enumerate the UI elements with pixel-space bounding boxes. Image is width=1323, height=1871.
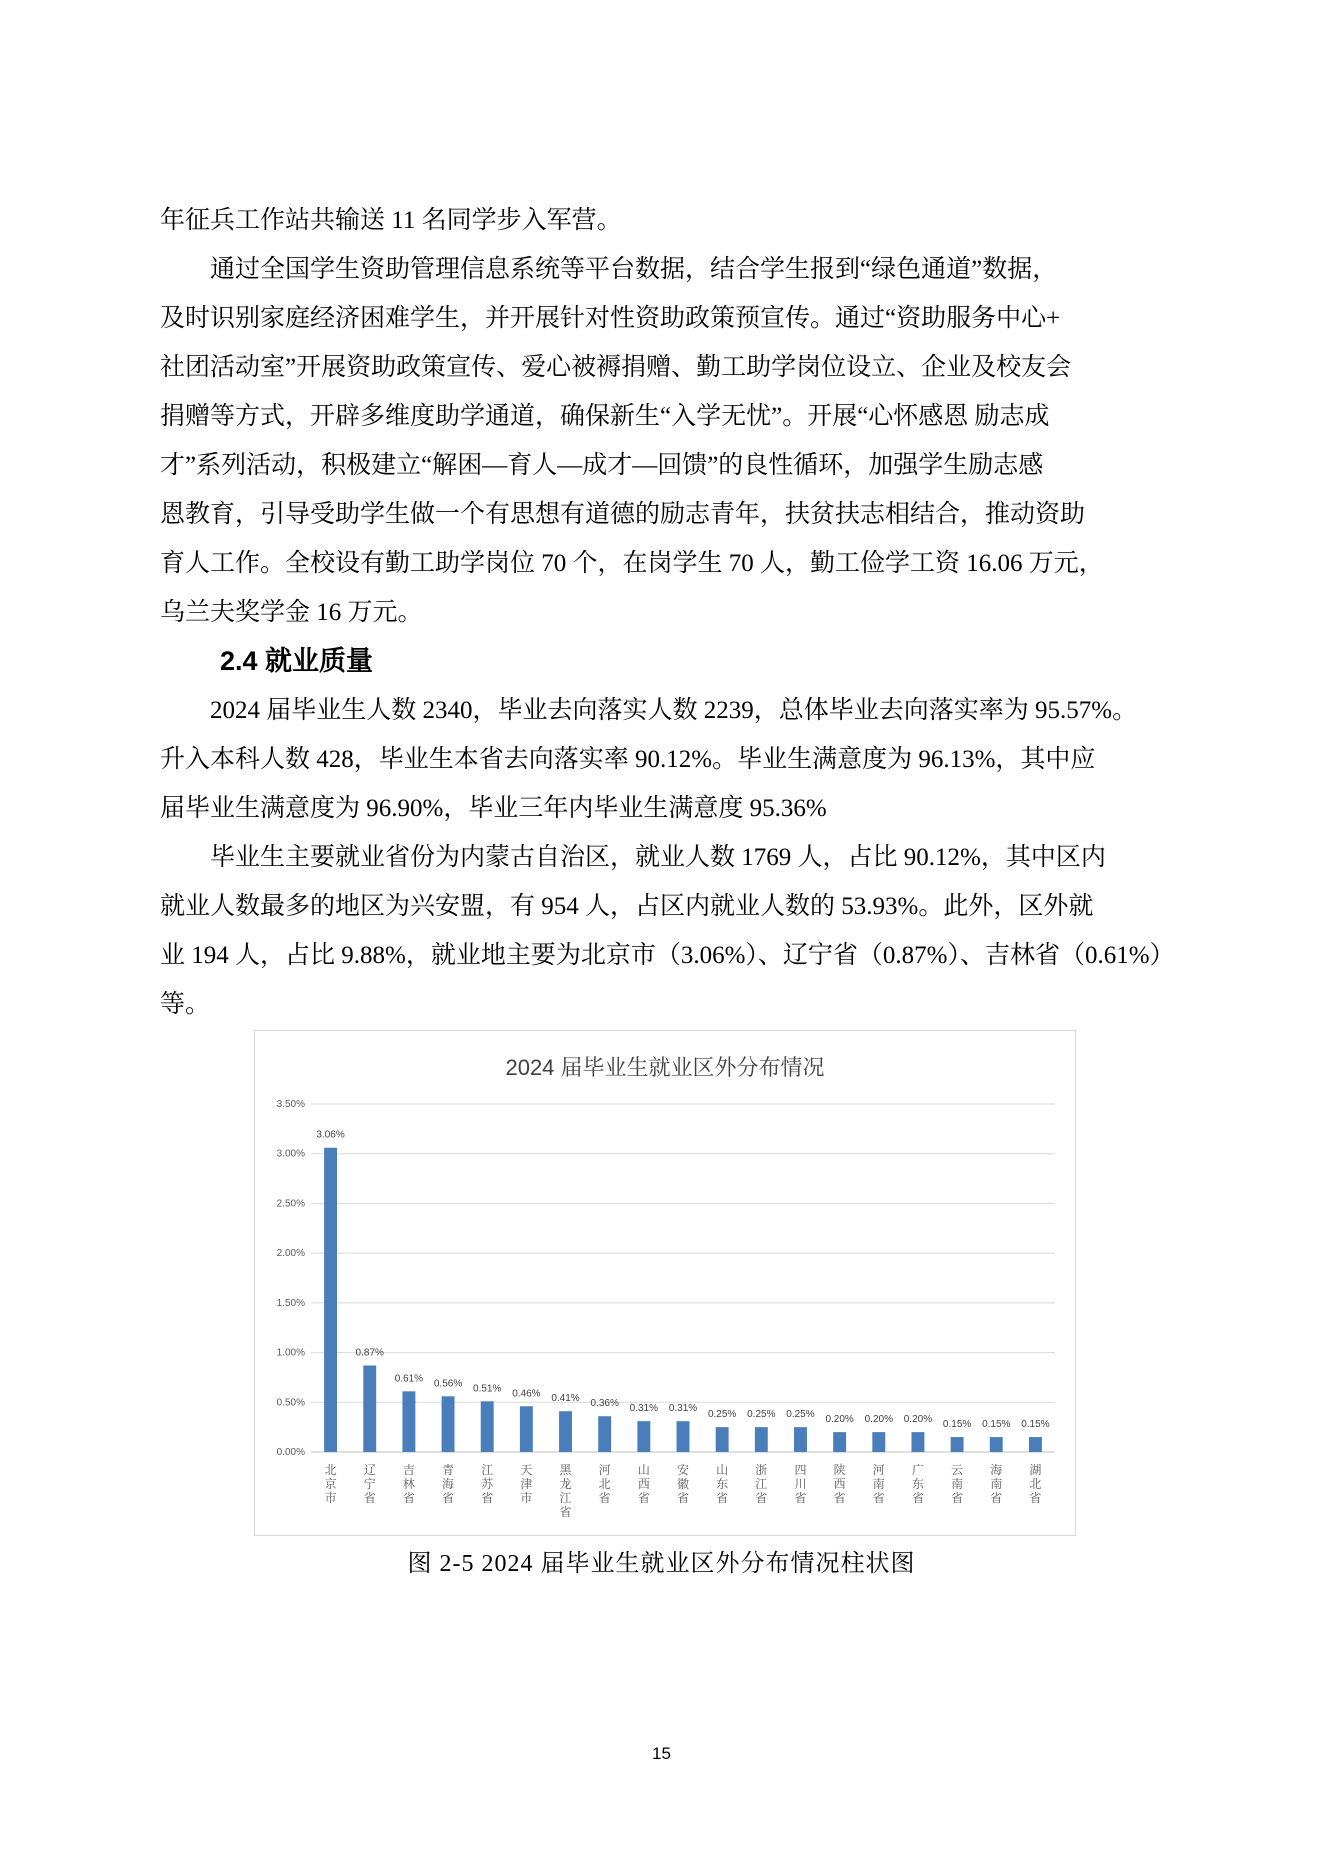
x-tick-label: [403, 1462, 415, 1505]
x-tick-label-char: 省: [951, 1491, 964, 1505]
x-tick-label-char: 陕: [833, 1463, 846, 1477]
x-tick-label-char: 江: [481, 1463, 494, 1477]
x-tick-label-char: 东: [911, 1477, 924, 1491]
x-tick-label-char: 安: [676, 1463, 690, 1477]
bar: [559, 1411, 572, 1452]
bar: [833, 1432, 846, 1452]
section-heading: 2.4 就业质量: [220, 646, 374, 676]
paragraph-line: 及时识别家庭经济困难学生，并开展针对性资助政策预宣传。通过“资助服务中心+: [160, 305, 1061, 332]
x-tick-label-char: 省: [794, 1491, 807, 1505]
bar: [363, 1365, 376, 1452]
bar-data-label: 0.36%: [590, 1398, 619, 1410]
chart-y-axis: [277, 1099, 305, 1458]
x-tick-label-char: 北: [1029, 1477, 1042, 1491]
x-tick-label-char: 北: [598, 1477, 611, 1491]
x-tick-label-char: 省: [363, 1491, 376, 1505]
student-aid-paragraph: [160, 245, 1170, 637]
x-tick-label-char: 吉: [402, 1463, 415, 1477]
x-tick-label-char: 徽: [676, 1477, 690, 1491]
x-tick-label-char: 西: [637, 1477, 650, 1491]
region-paragraph: [160, 833, 1175, 1029]
bar-data-label: 0.15%: [942, 1419, 972, 1431]
x-tick-label: [599, 1463, 611, 1505]
x-tick-label-char: 浙: [755, 1463, 768, 1477]
x-tick-label: [834, 1462, 846, 1505]
bar: [324, 1148, 337, 1452]
paragraph-line: 2024 届毕业生人数 2340，毕业去向落实人数 2239，总体毕业去向落实率为 95.57%。: [160, 697, 1138, 724]
x-tick-label: [990, 1463, 1002, 1505]
x-tick-label-char: 省: [833, 1491, 846, 1505]
x-tick-label-char: 广: [911, 1463, 924, 1477]
x-tick-label: [755, 1462, 767, 1505]
x-tick-label-char: 省: [911, 1491, 924, 1505]
bar-data-label: 0.25%: [707, 1409, 737, 1421]
bar-data-label: 0.87%: [355, 1347, 384, 1359]
paragraph-line: 就业人数最多的地区为兴安盟，有 954 人，占区内就业人数的 53.93%。此外，区外就: [160, 893, 1094, 920]
bar: [598, 1416, 611, 1452]
y-tick-label: 3.00%: [276, 1148, 305, 1160]
x-tick-label-char: 山: [637, 1463, 650, 1477]
bar-data-label: 0.31%: [629, 1403, 659, 1415]
bar-data-label: 0.15%: [1021, 1419, 1050, 1431]
x-tick-label-char: 省: [559, 1505, 572, 1519]
paragraph-line: 乌兰夫奖学金 16 万元。: [160, 599, 423, 626]
bar: [990, 1437, 1003, 1452]
x-tick-label: [716, 1463, 728, 1505]
figure-caption: 图 2-5 2024 届毕业生就业区外分布情况柱状图: [407, 1551, 916, 1577]
x-tick-label-char: 东: [716, 1477, 729, 1491]
x-tick-label: [520, 1463, 532, 1505]
x-tick-label-char: 省: [676, 1491, 690, 1505]
bar-data-label: 0.25%: [747, 1409, 776, 1421]
x-tick-label-char: 龙: [559, 1477, 572, 1491]
x-tick-label-char: 河: [872, 1463, 885, 1477]
chart-x-axis: [325, 1462, 1042, 1519]
x-tick-label: [873, 1463, 885, 1505]
paragraph-line: 毕业生主要就业省份为内蒙古自治区，就业人数 1769 人，占比 90.12%，其中区内: [160, 844, 1106, 871]
bar: [794, 1427, 807, 1452]
x-tick-label: [325, 1463, 337, 1505]
bar-data-label: 0.31%: [668, 1403, 698, 1415]
x-tick-label-char: 省: [402, 1491, 415, 1505]
x-tick-label-char: 云: [951, 1463, 964, 1477]
paragraph-line: 捐赠等方式，开辟多维度助学通道，确保新生“入学无忧”。开展“心怀感恩 励志成: [160, 403, 1050, 430]
x-tick-label: [481, 1463, 494, 1505]
paragraph-line: 才”系列活动，积极建立“解困—育人—成才—回馈”的良性循环，加强学生励志感: [160, 452, 1044, 479]
x-tick-label-char: 津: [520, 1477, 533, 1491]
bar: [481, 1401, 494, 1452]
chart-canvas: [255, 1031, 1075, 1535]
paragraph-line: 等。: [160, 991, 211, 1018]
x-tick-label-char: 辽: [363, 1463, 376, 1477]
bar: [911, 1432, 924, 1452]
bar-data-label: 0.61%: [394, 1373, 424, 1385]
bar: [637, 1421, 650, 1452]
x-tick-label-char: 青: [442, 1463, 455, 1477]
x-tick-label-char: 海: [442, 1477, 455, 1491]
bar-data-label: 0.20%: [864, 1414, 893, 1426]
x-tick-label-char: 四: [794, 1463, 807, 1477]
x-tick-label-char: 天: [520, 1463, 533, 1477]
x-tick-label: [951, 1463, 963, 1505]
x-tick-label-char: 省: [637, 1491, 650, 1505]
y-tick-label: 1.50%: [276, 1297, 305, 1309]
bar: [872, 1432, 885, 1452]
paragraph-line: 育人工作。全校设有勤工助学岗位 70 个，在岗学生 70 人，勤工俭学工资 16.06 万元，: [160, 550, 1104, 577]
y-tick-label: 2.50%: [276, 1198, 305, 1210]
x-tick-label-char: 南: [951, 1477, 964, 1491]
bar: [755, 1427, 768, 1452]
x-tick-label-char: 河: [598, 1463, 611, 1477]
x-tick-label-char: 北: [324, 1463, 337, 1477]
y-tick-label: 2.00%: [276, 1248, 305, 1260]
x-tick-label-char: 市: [324, 1491, 337, 1505]
x-tick-label-char: 省: [990, 1491, 1003, 1505]
bar-data-label: 0.46%: [512, 1388, 541, 1400]
employment-paragraph: [160, 686, 1170, 833]
x-tick-label-char: 林: [402, 1477, 415, 1491]
x-tick-label-char: 市: [520, 1491, 533, 1505]
x-tick-label: [794, 1463, 806, 1505]
x-tick-label: [1029, 1462, 1041, 1505]
x-tick-label-char: 川: [794, 1477, 807, 1491]
y-tick-label: 0.00%: [276, 1447, 305, 1458]
y-tick-label: 0.50%: [276, 1397, 305, 1409]
x-tick-label-char: 南: [990, 1477, 1003, 1491]
bar: [677, 1421, 690, 1452]
x-tick-label: [638, 1463, 650, 1505]
y-tick-label: 1.00%: [276, 1347, 305, 1359]
bar: [442, 1396, 455, 1452]
x-tick-label: [560, 1463, 573, 1519]
paragraph-line: 通过全国学生资助管理信息系统等平台数据，结合学生报到“绿色通道”数据，: [160, 256, 1058, 283]
bar: [951, 1437, 964, 1452]
x-tick-label-char: 山: [716, 1463, 729, 1477]
x-tick-label-char: 西: [833, 1477, 846, 1491]
page-number: 15: [652, 1744, 671, 1763]
x-tick-label-char: 京: [324, 1477, 337, 1491]
x-tick-label-char: 省: [442, 1491, 455, 1505]
bar-data-label: 0.20%: [825, 1414, 854, 1426]
bar: [520, 1406, 533, 1452]
x-tick-label: [442, 1462, 454, 1505]
x-tick-label-char: 黑: [559, 1463, 572, 1477]
x-tick-label-char: 江: [559, 1491, 572, 1505]
chart-title: 2024 届毕业生就业区外分布情况: [505, 1055, 825, 1080]
x-tick-label-char: 宁: [363, 1477, 376, 1491]
x-tick-label-char: 苏: [481, 1477, 494, 1491]
paragraph-line: 业 194 人，占比 9.88%，就业地主要为北京市（3.06%）、辽宁省（0.87%）、吉林省（0.61%）: [160, 942, 1175, 969]
x-tick-label: [912, 1462, 924, 1505]
x-tick-label-char: 海: [990, 1463, 1003, 1477]
x-tick-label-char: 南: [872, 1477, 885, 1491]
chart-data-labels: [316, 1130, 1049, 1430]
x-tick-label: [677, 1462, 689, 1505]
x-tick-label-char: 省: [481, 1491, 494, 1505]
bar: [402, 1391, 415, 1452]
bar-data-label: 3.06%: [316, 1129, 345, 1141]
x-tick-label-char: 省: [755, 1491, 768, 1505]
intro-paragraph: [160, 196, 1170, 245]
paragraph-line: 社团活动室”开展资助政策宣传、爱心被褥捐赠、勤工助学岗位设立、企业及校友会: [160, 354, 1072, 381]
paragraph-line: 恩教育，引导受助学生做一个有思想有道德的励志青年，扶贫扶志相结合，推动资助: [160, 501, 1086, 528]
bar-data-label: 0.41%: [551, 1393, 580, 1405]
x-tick-label-char: 江: [755, 1477, 768, 1491]
bar: [1029, 1437, 1042, 1452]
bar-data-label: 0.51%: [473, 1383, 502, 1395]
x-tick-label: [364, 1463, 376, 1505]
x-tick-label-char: 省: [598, 1491, 611, 1505]
bar-data-label: 0.15%: [982, 1419, 1011, 1431]
paragraph-line: 年征兵工作站共输送 11 名同学步入军营。: [160, 207, 622, 234]
paragraph-line: 届毕业生满意度为 96.90%，毕业三年内毕业生满意度 95.36%: [160, 795, 827, 822]
bar: [716, 1427, 729, 1452]
chart-gridlines: [311, 1104, 1055, 1452]
x-tick-label-char: 省: [1029, 1491, 1042, 1505]
x-tick-label-char: 省: [716, 1491, 729, 1505]
y-tick-label: 3.50%: [276, 1099, 305, 1110]
bar-data-label: 0.20%: [903, 1414, 933, 1426]
x-tick-label-char: 省: [872, 1491, 885, 1505]
bar-data-label: 0.25%: [786, 1409, 815, 1421]
x-tick-label-char: 湖: [1029, 1463, 1042, 1477]
paragraph-line: 升入本科人数 428，毕业生本省去向落实率 90.12%。毕业生满意度为 96.13%，其中应: [160, 746, 1096, 773]
bar-chart: [254, 1030, 1076, 1536]
bar-data-label: 0.56%: [433, 1378, 463, 1390]
